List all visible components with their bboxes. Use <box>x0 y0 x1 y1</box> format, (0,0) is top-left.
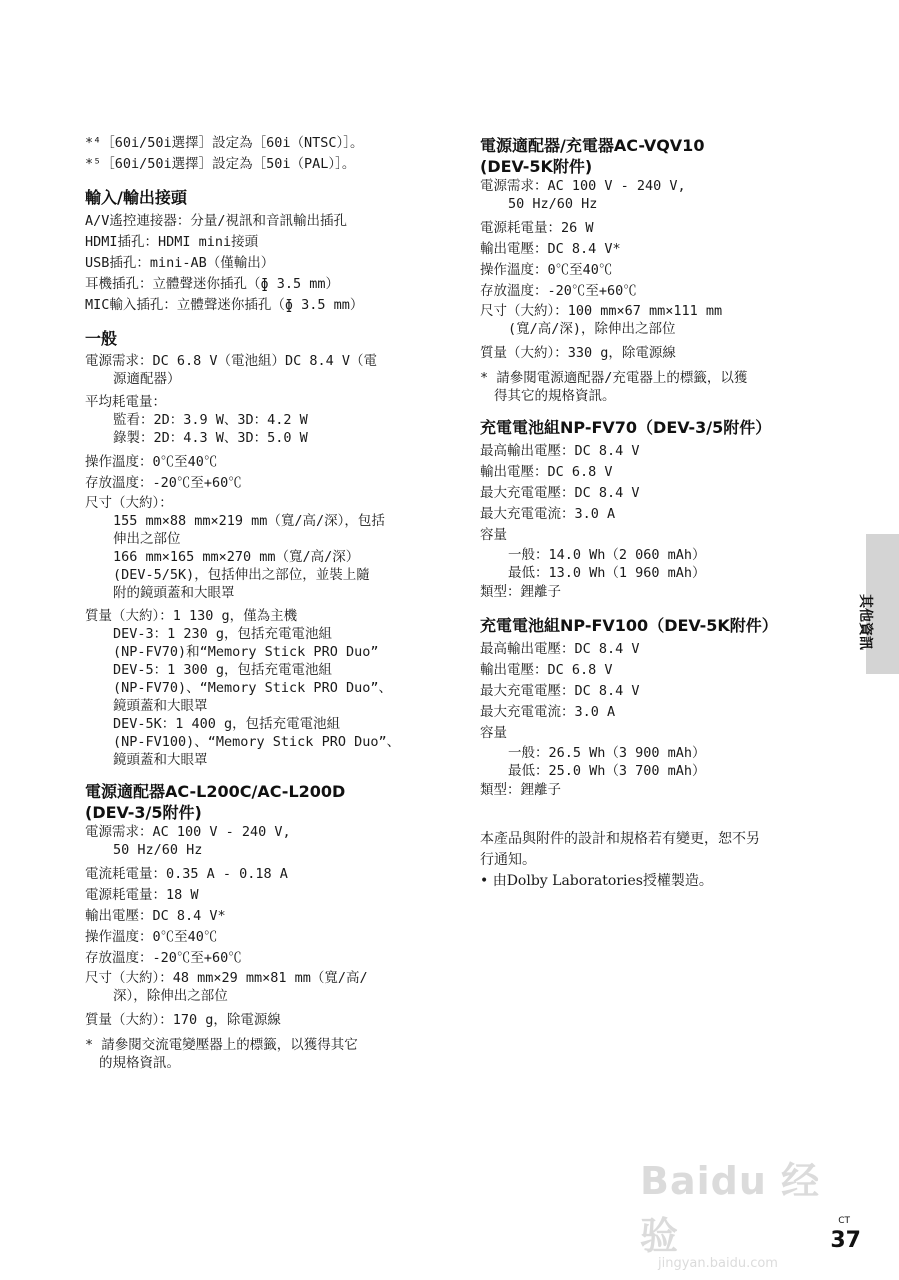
fv100-capacity: 容量 <box>480 725 507 741</box>
dolby-notice: • 由Dolby Laboratories授權製造。 <box>480 873 713 889</box>
dims-line: 伸出之部位 <box>113 531 181 547</box>
acl-op-temp: 操作溫度：0℃至40℃ <box>85 929 218 945</box>
acv-note: * 請參閱電源適配器/充電器上的標籤，以獲 <box>480 370 748 386</box>
footnote-4: *⁴［60i/50i選擇］設定為［60i（NTSC）］。 <box>85 135 364 151</box>
mass-line: 鏡頭蓋和大眼罩 <box>113 698 208 714</box>
acv-op-temp: 操作溫度：0℃至40℃ <box>480 262 613 278</box>
mass-line: DEV-5K：1 400 g，包括充電電池組 <box>113 716 341 732</box>
fv70-minimum: 最低：13.0 Wh（1 960 mAh） <box>508 565 706 581</box>
acl-note: * 請參閱交流電變壓器上的標籤，以獲得其它 <box>85 1037 358 1053</box>
acl-output: 輸出電壓：DC 8.4 V* <box>85 908 226 924</box>
avg-power-label: 平均耗電量： <box>85 394 166 410</box>
dims-line: 附的鏡頭蓋和大眼罩 <box>113 585 235 601</box>
mass-line: DEV-3：1 230 g，包括充電電池組 <box>113 626 333 642</box>
avg-power-record: 錄製：2D：4.3 W、3D：5.0 W <box>113 430 308 446</box>
acl-dims: 尺寸（大約）：48 mm×29 mm×81 mm（寬/高/ <box>85 970 368 986</box>
fv100-max-output: 最高輸出電壓：DC 8.4 V <box>480 641 640 657</box>
closing-notice-line2: 行通知。 <box>480 852 536 868</box>
fv100-type: 類型：鋰離子 <box>480 782 561 798</box>
footnote-5: *⁵［60i/50i選擇］設定為［50i（PAL）］。 <box>85 156 356 172</box>
watermark-logo-text: Baidu 经验 <box>640 1159 821 1258</box>
avg-power-monitor: 監看：2D：3.9 W、3D：4.2 W <box>113 412 308 428</box>
acv-dims-cont: (寬/高/深)，除伸出之部位 <box>508 321 676 337</box>
acv-mass: 質量（大約）：330 g，除電源線 <box>480 345 676 361</box>
mass-line: (NP-FV70)和“Memory Stick PRO Duo” <box>113 644 379 660</box>
closing-notice <box>480 829 840 871</box>
acv-consumption: 電源耗電量：26 W <box>480 220 594 236</box>
acl-consumption: 電源耗電量：18 W <box>85 887 199 903</box>
closing-notice-line1: 本產品與附件的設計和規格若有變更，恕不另 <box>480 831 760 847</box>
fv70-max-charge-voltage: 最大充電電壓：DC 8.4 V <box>480 485 640 501</box>
acv-power: 電源需求：AC 100 V - 240 V, <box>480 178 686 194</box>
dims-label: 尺寸（大約）： <box>85 495 173 511</box>
acv-heading-line2: (DEV-5K附件) <box>480 157 593 176</box>
dims-line: 155 mm×88 mm×219 mm（寬/高/深），包括 <box>113 513 385 529</box>
fv70-typical: 一般：14.0 Wh（2 060 mAh） <box>508 547 706 563</box>
mass-label: 質量（大約）：1 130 g，僅為主機 <box>85 608 298 624</box>
acv-dims: 尺寸（大約）：100 mm×67 mm×111 mm <box>480 303 723 319</box>
acv-power-cont: 50 Hz/60 Hz <box>508 196 598 212</box>
fv100-max-charge-current: 最大充電電流：3.0 A <box>480 704 616 720</box>
right-column <box>480 133 840 892</box>
fv70-type: 類型：鋰離子 <box>480 584 561 600</box>
acl-power-cont: 50 Hz/60 Hz <box>113 842 203 858</box>
acv-heading <box>480 135 840 177</box>
acv-output: 輸出電壓：DC 8.4 V* <box>480 241 621 257</box>
left-column <box>85 133 445 1072</box>
acv-heading-line1: 電源適配器/充電器AC-VQV10 <box>480 136 705 155</box>
io-mic: MIC輸入插孔：立體聲迷你插孔（ɸ 3.5 mm） <box>85 297 364 313</box>
general-heading: 一般 <box>85 329 118 348</box>
acl-note-cont: 的規格資訊。 <box>99 1055 180 1071</box>
fv100-typical: 一般：26.5 Wh（3 900 mAh） <box>508 745 706 761</box>
acv-store-temp: 存放溫度：-20℃至+60℃ <box>480 283 637 299</box>
fv100-max-charge-voltage: 最大充電電壓：DC 8.4 V <box>480 683 640 699</box>
io-heading: 輸入/輸出接頭 <box>85 188 187 207</box>
page-number: 37 <box>830 1228 861 1253</box>
io-av: A/V遙控連接器：分量/視訊和音訊輸出插孔 <box>85 213 348 229</box>
fv70-capacity: 容量 <box>480 527 507 543</box>
fv100-output: 輸出電壓：DC 6.8 V <box>480 662 613 678</box>
io-headphone: 耳機插孔：立體聲迷你插孔（ɸ 3.5 mm） <box>85 276 340 292</box>
store-temp: 存放溫度：-20℃至+60℃ <box>85 475 242 491</box>
mass-line: DEV-5：1 300 g，包括充電電池組 <box>113 662 333 678</box>
section-side-tab-label: 其他資訊 <box>857 594 873 650</box>
fv100-minimum: 最低：25.0 Wh（3 700 mAh） <box>508 763 706 779</box>
io-hdmi: HDMI插孔：HDMI mini接頭 <box>85 234 259 250</box>
dims-line: (DEV-5/5K)，包括伸出之部位，並裝上隨 <box>113 567 370 583</box>
watermark-url: jingyan.baidu.com <box>658 1256 778 1271</box>
acl-mass: 質量（大約）：170 g，除電源線 <box>85 1012 281 1028</box>
acl-current: 電流耗電量：0.35 A - 0.18 A <box>85 866 288 882</box>
power-req: 電源需求：DC 6.8 V（電池組）DC 8.4 V（電 <box>85 353 378 369</box>
power-req-cont: 源適配器） <box>113 371 181 387</box>
mass-line: (NP-FV70)、“Memory Stick PRO Duo”、 <box>113 680 392 696</box>
acl-dims-cont: 深），除伸出之部位 <box>113 988 228 1004</box>
fv70-max-charge-current: 最大充電電流：3.0 A <box>480 506 616 522</box>
fv70-output: 輸出電壓：DC 6.8 V <box>480 464 613 480</box>
acl-store-temp: 存放溫度：-20℃至+60℃ <box>85 950 242 966</box>
mass-line: 鏡頭蓋和大眼罩 <box>113 752 208 768</box>
op-temp: 操作溫度：0℃至40℃ <box>85 454 218 470</box>
acl-heading-line1: 電源適配器AC-L200C/AC-L200D <box>85 782 346 801</box>
fv70-heading: 充電電池組NP-FV70（DEV-3/5附件） <box>480 418 772 437</box>
mass-line: (NP-FV100)、“Memory Stick PRO Duo”、 <box>113 734 401 750</box>
dims-line: 166 mm×165 mm×270 mm（寬/高/深） <box>113 549 360 565</box>
acl-power: 電源需求：AC 100 V - 240 V, <box>85 824 291 840</box>
acl-heading <box>85 781 445 823</box>
fv100-heading: 充電電池組NP-FV100（DEV-5K附件） <box>480 616 778 635</box>
acv-note-cont: 得其它的規格資訊。 <box>494 388 616 404</box>
fv70-max-output: 最高輸出電壓：DC 8.4 V <box>480 443 640 459</box>
acl-heading-line2: (DEV-3/5附件) <box>85 803 202 822</box>
io-usb: USB插孔：mini-AB（僅輸出） <box>85 255 275 271</box>
page-language-code: CT <box>838 1216 850 1226</box>
